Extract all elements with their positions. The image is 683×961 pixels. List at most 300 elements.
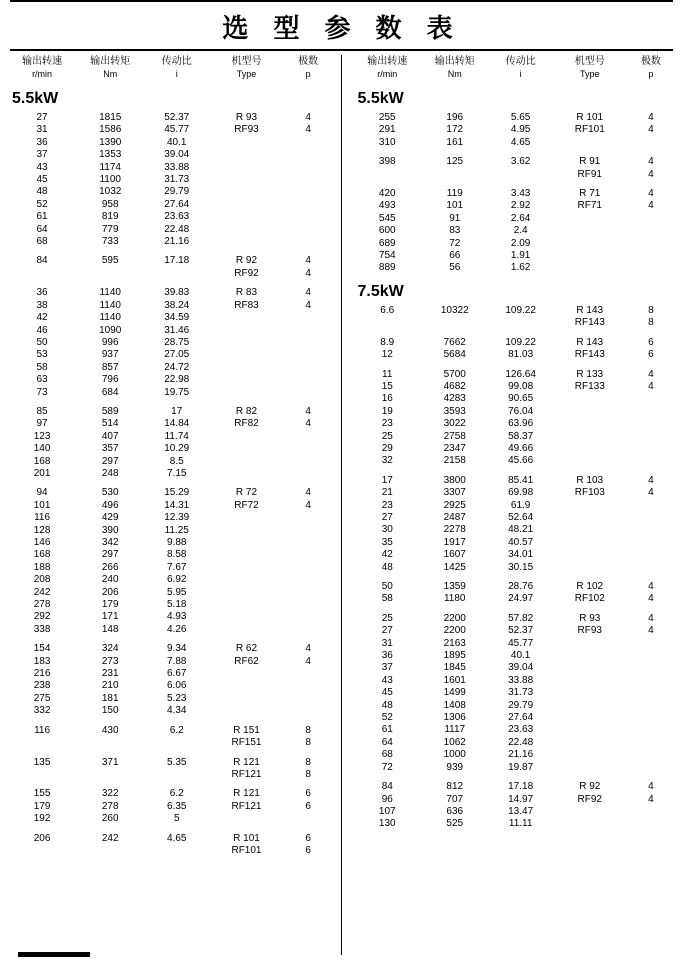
table-cell: 4 [305, 418, 311, 430]
table-cell: 9.34 [166, 643, 187, 655]
table-cell [209, 443, 284, 455]
table-cell: 530 [101, 487, 119, 499]
header-output-torque: 输出转矩 Nm [434, 56, 475, 79]
table-cell [553, 662, 627, 674]
table-cell [209, 349, 284, 361]
table-cell: 4 [305, 499, 311, 511]
table-row [354, 475, 676, 487]
table-cell: 1117 [444, 724, 466, 736]
table-cell: 338 [33, 623, 51, 635]
spec-table-right [354, 55, 676, 831]
table-cell: 1306 [443, 712, 466, 724]
table-cell: 45 [36, 174, 48, 186]
table-cell: 6.67 [166, 668, 187, 680]
table-row [8, 525, 333, 537]
table-cell [553, 549, 627, 561]
table-cell: 216 [33, 668, 51, 680]
table-cell [284, 362, 333, 374]
table-row [354, 500, 676, 512]
table-cell: 11.25 [164, 524, 189, 536]
table-cell [627, 418, 675, 430]
table-cell: 27.64 [508, 712, 534, 724]
table-cell [627, 213, 675, 225]
table-cell: 81.03 [508, 349, 534, 361]
table-cell: 1586 [99, 124, 122, 136]
table-cell: 109.22 [505, 304, 536, 316]
table-cell [284, 162, 333, 174]
table-cell: 390 [101, 524, 119, 536]
table-cell [284, 668, 333, 680]
table-cell [553, 562, 627, 574]
table-cell: 4.34 [166, 705, 187, 717]
table-cell: 4 [648, 593, 654, 605]
table-cell: 42 [381, 549, 393, 561]
table-cell: 150 [101, 705, 119, 717]
table-cell: 135 [33, 756, 51, 768]
table-cell: 8 [305, 724, 311, 736]
block-spacer [8, 248, 333, 255]
table-cell: 3800 [443, 474, 466, 486]
table-cell: RF83 [234, 299, 259, 311]
table-cell: 56 [449, 262, 461, 274]
table-cell: 14.31 [164, 499, 190, 511]
table-row [354, 794, 676, 806]
table-cell: 1353 [99, 149, 122, 161]
table-cell: 266 [101, 561, 119, 573]
table-cell: 6 [305, 800, 311, 812]
table-row [8, 456, 333, 468]
table-cell: 600 [378, 225, 396, 237]
table-row [8, 693, 333, 705]
table-cell: 11 [382, 368, 393, 380]
table-cell: 278 [33, 599, 51, 611]
table-cell: 779 [101, 223, 119, 235]
table-cell: 6.2 [169, 788, 184, 800]
table-cell: 4 [648, 112, 654, 123]
table-cell [209, 149, 284, 161]
table-cell [209, 186, 284, 198]
table-cell [209, 693, 284, 705]
table-row [8, 255, 333, 267]
table-row [8, 287, 333, 299]
table-row [354, 549, 676, 561]
table-cell: 83 [449, 225, 461, 237]
table-row [8, 112, 333, 124]
table-row [8, 174, 333, 186]
table-cell: 21.16 [508, 749, 534, 761]
table-cell [284, 236, 333, 248]
block-spacer [8, 750, 333, 757]
table-row [354, 305, 676, 317]
table-cell: 733 [101, 236, 119, 248]
table-row [8, 199, 333, 211]
table-cell: 819 [101, 211, 119, 223]
table-cell: 128 [33, 524, 51, 536]
table-row [8, 725, 333, 737]
table-cell: 31.73 [164, 174, 190, 186]
table-cell [284, 468, 333, 480]
table-cell: 72 [381, 761, 393, 773]
table-cell: R 143 [576, 336, 604, 348]
footer-bar [18, 952, 90, 957]
table-cell [284, 574, 333, 586]
table-cell [8, 268, 76, 280]
table-cell [627, 443, 675, 455]
table-cell: 1815 [99, 112, 122, 123]
table-cell [209, 387, 284, 399]
table-cell [76, 268, 144, 280]
table-row [354, 625, 676, 637]
table-cell: 1090 [99, 324, 122, 336]
table-row [8, 512, 333, 524]
table-cell [627, 455, 675, 467]
table-row [8, 325, 333, 337]
table-cell [553, 512, 627, 524]
table-cell: 4 [648, 368, 654, 380]
table-cell [284, 525, 333, 537]
table-row [354, 225, 676, 237]
table-cell [627, 675, 675, 687]
table-cell: 4 [648, 156, 654, 168]
table-cell: 398 [378, 156, 396, 168]
table-cell: 12 [381, 349, 393, 361]
block-spacer [8, 826, 333, 833]
table-cell: 322 [101, 788, 119, 800]
table-cell [76, 737, 144, 749]
power-group-title: 7.5kW [357, 282, 404, 300]
table-cell: 10322 [440, 304, 469, 316]
table-cell: 2163 [443, 637, 466, 649]
table-row [354, 781, 676, 793]
table-cell: 310 [378, 136, 396, 148]
table-cell: 1408 [443, 699, 466, 711]
table-cell: 27 [381, 625, 393, 637]
table-cell: 125 [446, 156, 464, 168]
table-row [8, 549, 333, 561]
table-cell: 14.97 [508, 793, 534, 805]
table-cell: 429 [101, 512, 119, 524]
table-row [354, 749, 676, 761]
table-cell [553, 406, 627, 418]
table-cell: RF82 [234, 418, 259, 430]
table-cell: 2200 [443, 625, 466, 637]
block-spacer [354, 181, 676, 188]
table-cell: 27.64 [164, 198, 190, 210]
table-cell: 23.63 [164, 211, 190, 223]
table-cell: 9.88 [166, 537, 187, 548]
table-cell: 4 [648, 487, 654, 499]
table-cell: 48 [381, 699, 393, 711]
table-cell: 796 [101, 374, 119, 386]
table-cell [553, 806, 627, 818]
table-cell [553, 500, 627, 512]
table-cell [284, 549, 333, 561]
table-cell: 4 [305, 643, 311, 655]
table-row [8, 162, 333, 174]
header-poles: 极数 p [298, 56, 319, 79]
table-cell: 31.73 [508, 687, 534, 699]
table-cell: 24.72 [164, 361, 190, 373]
table-cell [627, 512, 675, 524]
table-cell: 130 [378, 818, 396, 830]
table-cell [627, 638, 675, 650]
block-spacer-cell [354, 468, 676, 475]
table-row [354, 806, 676, 818]
table-cell: 4 [648, 781, 654, 793]
table-cell [553, 225, 627, 237]
table-cell: 260 [101, 813, 119, 825]
table-cell: 4.93 [166, 611, 187, 623]
table-cell: 812 [446, 781, 464, 793]
table-cell: 240 [101, 574, 119, 586]
table-cell: 1140 [99, 299, 121, 311]
table-cell: 493 [378, 200, 396, 212]
table-cell: RF133 [574, 380, 605, 392]
block-spacer-cell [8, 750, 333, 757]
title-rule-top [10, 0, 673, 2]
table-row [354, 537, 676, 549]
table-cell [209, 137, 284, 149]
table-cell [553, 431, 627, 443]
table-cell: 37 [36, 149, 48, 161]
table-row [8, 443, 333, 455]
table-cell: 15.29 [164, 487, 190, 499]
table-row [354, 418, 676, 430]
table-cell: 31 [381, 637, 393, 649]
table-row [8, 680, 333, 692]
table-cell [553, 700, 627, 712]
block-spacer-cell [8, 636, 333, 643]
block-spacer [354, 574, 676, 581]
table-cell: 96 [381, 793, 393, 805]
table-cell: R 93 [235, 112, 258, 123]
table-cell [553, 537, 627, 549]
table-cell: 22.48 [164, 223, 190, 235]
table-cell: 192 [33, 813, 51, 825]
table-cell: 1425 [443, 561, 466, 573]
table-cell: 2347 [443, 442, 466, 454]
block-spacer [8, 781, 333, 788]
table-cell: 52 [381, 712, 393, 724]
header-poles: 极数 p [640, 56, 661, 79]
table-cell: 4 [305, 124, 311, 136]
table-cell: 16 [381, 393, 393, 405]
table-cell [553, 762, 627, 774]
table-cell: 22.98 [164, 374, 190, 386]
table-cell: 23.63 [508, 724, 534, 736]
table-cell: 39.04 [508, 662, 534, 674]
table-cell: 1032 [99, 186, 122, 198]
table-row [8, 668, 333, 680]
table-cell: 25 [381, 430, 393, 442]
table-cell: 1917 [443, 536, 466, 548]
table-cell: R 71 [579, 188, 601, 200]
table-cell: 525 [446, 818, 464, 830]
block-spacer-cell [354, 774, 676, 781]
table-cell: 242 [33, 586, 51, 598]
table-cell: 4 [648, 168, 654, 180]
table-cell: 33.88 [164, 161, 190, 173]
table-cell [209, 224, 284, 236]
table-row [8, 337, 333, 349]
table-row [8, 211, 333, 223]
table-cell: 1.62 [510, 262, 531, 274]
table-cell: 4.65 [166, 832, 187, 844]
table-cell: 29.79 [164, 186, 190, 198]
table-cell: 69.98 [508, 487, 534, 499]
table-cell: 2200 [443, 612, 466, 624]
table-cell: 168 [33, 455, 51, 467]
table-cell [553, 749, 627, 761]
table-cell: 66 [449, 250, 461, 262]
table-cell [209, 537, 284, 549]
table-row [8, 312, 333, 324]
table-cell: 4 [648, 581, 654, 592]
table-cell [209, 813, 284, 825]
table-cell: 64 [36, 223, 48, 235]
table-cell: 123 [33, 430, 51, 442]
table-cell: 297 [101, 549, 119, 561]
table-cell: 4 [648, 793, 654, 805]
table-cell [421, 169, 489, 181]
table-cell: 179 [33, 800, 51, 812]
table-cell: 28.75 [164, 336, 190, 348]
table-cell: 17 [171, 405, 183, 417]
table-cell: 2158 [443, 455, 466, 467]
table-cell: 4 [648, 474, 654, 486]
table-cell: 64 [381, 736, 393, 748]
table-cell: 754 [378, 250, 396, 262]
table-cell: 4 [305, 405, 311, 417]
table-row [354, 524, 676, 536]
table-row [354, 238, 676, 250]
table-cell: 116 [34, 724, 51, 736]
table-cell: 17.18 [508, 781, 534, 793]
table-cell: 4 [305, 655, 311, 667]
table-cell [209, 362, 284, 374]
table-cell [76, 769, 144, 781]
table-cell [8, 769, 76, 781]
table-cell [627, 250, 675, 262]
table-cell: 5.95 [166, 586, 187, 598]
table-cell [627, 762, 675, 774]
table-cell [209, 549, 284, 561]
table-cell: RF143 [574, 349, 605, 361]
table-cell: 4 [648, 124, 654, 136]
table-row [8, 562, 333, 574]
table-row [354, 687, 676, 699]
table-row [8, 656, 333, 668]
table-cell: 68 [381, 749, 393, 761]
table-cell [284, 693, 333, 705]
table-cell: RF121 [231, 800, 262, 812]
block-spacer [8, 636, 333, 643]
table-row [8, 137, 333, 149]
table-cell: 273 [101, 655, 119, 667]
table-cell: 201 [33, 467, 51, 479]
table-cell [627, 712, 675, 724]
table-cell [209, 468, 284, 480]
table-cell: 10.29 [164, 443, 190, 455]
table-cell: 13.47 [508, 805, 534, 817]
table-cell [627, 137, 675, 149]
table-cell [209, 162, 284, 174]
table-row [354, 406, 676, 418]
table-cell: 11.11 [508, 818, 533, 830]
table-cell [553, 418, 627, 430]
table-cell: R 102 [576, 581, 604, 592]
table-cell: 342 [101, 537, 119, 548]
table-cell: 34.01 [508, 549, 534, 561]
table-cell: R 103 [576, 474, 604, 486]
table-cell: 119 [446, 188, 463, 200]
table-cell: 689 [378, 237, 396, 249]
table-cell: 210 [101, 680, 119, 692]
table-cell: 49.66 [508, 442, 534, 454]
table-header-row [8, 55, 333, 82]
table-cell: 707 [446, 793, 464, 805]
table-cell: 2758 [443, 430, 466, 442]
table-cell [627, 500, 675, 512]
table-cell [553, 455, 627, 467]
table-row [8, 757, 333, 769]
table-cell: 85.41 [508, 474, 534, 486]
table-cell: 5.65 [510, 112, 531, 123]
table-cell: 8 [305, 756, 311, 768]
table-cell [627, 749, 675, 761]
table-row [354, 337, 676, 349]
table-cell: R 62 [235, 643, 258, 655]
table-cell: 2278 [443, 524, 466, 536]
table-cell [354, 317, 422, 329]
table-cell: 4 [648, 188, 654, 200]
power-group-title-row [354, 82, 676, 112]
table-cell: 29.79 [508, 699, 534, 711]
block-spacer [8, 399, 333, 406]
table-cell: R 91 [579, 156, 601, 168]
table-row [8, 300, 333, 312]
table-cell [209, 611, 284, 623]
table-cell [209, 624, 284, 636]
table-cell [553, 818, 627, 830]
table-cell: 332 [33, 705, 51, 717]
table-cell [144, 845, 209, 857]
table-cell: 275 [33, 692, 51, 704]
table-row [354, 200, 676, 212]
table-cell [284, 599, 333, 611]
table-cell: 17 [381, 474, 393, 486]
table-cell: 684 [101, 386, 119, 398]
table-cell: 52.37 [508, 625, 534, 637]
table-cell: 4283 [443, 393, 466, 405]
table-cell [627, 650, 675, 662]
table-cell: 183 [33, 655, 51, 667]
table-row [354, 712, 676, 724]
table-cell: 857 [101, 361, 119, 373]
table-cell: 43 [381, 674, 393, 686]
table-cell: 3.62 [510, 156, 531, 168]
table-cell [553, 238, 627, 250]
table-cell: 939 [446, 761, 464, 773]
table-cell [284, 512, 333, 524]
spec-table-left [8, 55, 333, 857]
table-cell: 58 [36, 361, 48, 373]
table-cell: 45 [381, 687, 393, 699]
table-row [8, 611, 333, 623]
table-cell [553, 737, 627, 749]
table-cell: 61 [36, 211, 48, 223]
spec-table-right-body [354, 82, 676, 831]
